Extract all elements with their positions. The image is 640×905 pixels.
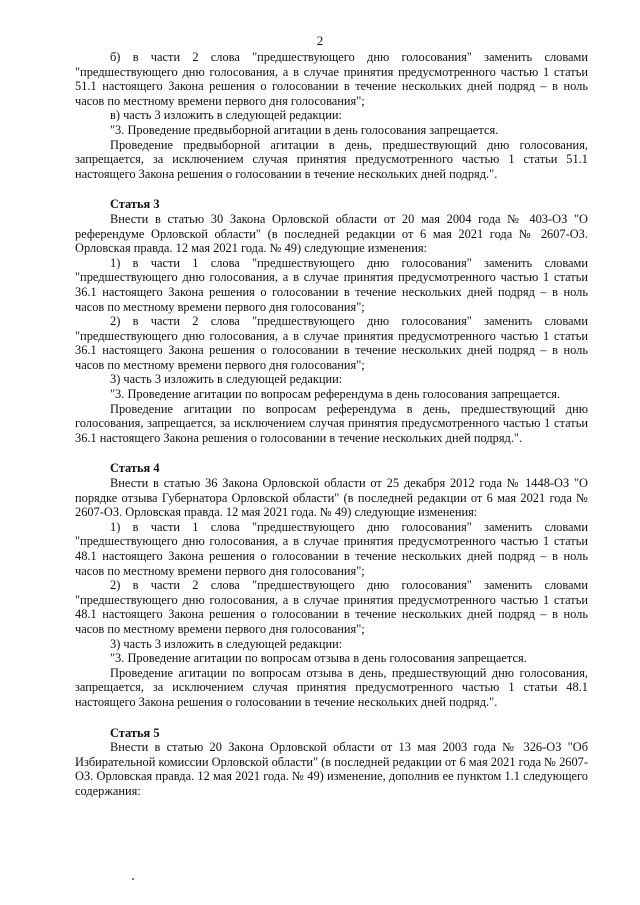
paragraph: "3. Проведение предвыборной агитации в день голосования запрещается. bbox=[110, 122, 499, 137]
section-spacer bbox=[75, 445, 588, 461]
paragraph: "3. Проведение агитации по вопросам отзыва в день голосования запрещается. bbox=[110, 651, 527, 666]
document-body bbox=[75, 50, 588, 799]
paragraph: Проведение агитации по вопросам референдума в день, предшествующий дню голосования, запрещается, за исключением случая принятия предусмотренного частью 1 статьи 36.1 настоящего Закона решения о голосовании в течение нескольких дней подряд.". bbox=[75, 401, 588, 445]
paragraph: Проведение предвыборной агитации в день, предшествующий дню голосования, запрещается, за исключением случая принятия предусмотренного частью 1 статьи 51.1 настоящего Закона решения о голосовании в течение нескольких дней подряд.". bbox=[75, 137, 588, 181]
paragraph: 1) в части 1 слова "предшествующего дню голосования" заменить словами "предшествующего дню голосования, а в случае принятия предусмотренного частью 1 статьи 48.1 настоящего Закона решения о голосовании в течение нескольких дней подряд – в ноль часов по местному времени первого дня голосования"; bbox=[75, 519, 588, 578]
section-spacer bbox=[75, 710, 588, 726]
paragraph: 3) часть 3 изложить в следующей редакции: bbox=[110, 372, 343, 387]
scan-speck bbox=[132, 878, 134, 880]
article-heading: Статья 4 bbox=[110, 461, 160, 476]
paragraph: 1) в части 1 слова "предшествующего дню голосования" заменить словами "предшествующего дню голосования, а в случае принятия предусмотренного частью 1 статьи 36.1 настоящего Закона решения о голосовании в течение нескольких дней подряд – в ноль часов по местному времени первого дня голосования"; bbox=[75, 255, 588, 314]
paragraph: Внести в статью 30 Закона Орловской области от 20 мая 2004 года № 403-ОЗ "О референдуме Орловской области" (в последней редакции от 6 мая 2021 года № 2607-ОЗ. Орловская правда. 12 мая 2021 года. № 49) следующие изменения: bbox=[75, 211, 588, 256]
paragraph: Внести в статью 20 Закона Орловской области от 13 мая 2003 года № 326-ОЗ "Об Избирательной комиссии Орловской области" (в последней редакции от 6 мая 2021 года № 2607-ОЗ. Орловская правда. 12 мая 2021 года. № 49) изменение, дополнив ее пунктом 1.1 следующего содержания: bbox=[75, 740, 589, 798]
page-number: 2 bbox=[316, 33, 324, 48]
paragraph: 3) часть 3 изложить в следующей редакции: bbox=[110, 636, 343, 651]
paragraph: 2) в части 2 слова "предшествующего дню голосования" заменить словами "предшествующего дню голосования, а в случае принятия предусмотренного частью 1 статьи 36.1 настоящего Закона решения о голосовании в течение нескольких дней подряд – в ноль часов по местному времени первого дня голосования"; bbox=[75, 314, 588, 372]
article-heading: Статья 5 bbox=[110, 725, 160, 740]
paragraph: Проведение агитации по вопросам отзыва в день, предшествующий дню голосования, запрещается, за исключением случая принятия предусмотренного частью 1 статьи 48.1 настоящего Закона решения о голосовании в течение нескольких дней подряд.". bbox=[75, 665, 588, 709]
paragraph: в) часть 3 изложить в следующей редакции: bbox=[110, 108, 342, 123]
paragraph: "3. Проведение агитации по вопросам референдума в день голосования запрещается. bbox=[110, 387, 561, 402]
paragraph: 2) в части 2 слова "предшествующего дню голосования" заменить словами "предшествующего дню голосования, а в случае принятия предусмотренного частью 1 статьи 48.1 настоящего Закона решения о голосовании в течение нескольких дней подряд – в ноль часов по местному времени первого дня голосования"; bbox=[75, 578, 588, 636]
paragraph: Внести в статью 36 Закона Орловской области от 25 декабря 2012 года № 1448-ОЗ "О порядке отзыва Губернатора Орловской области" (в последней редакции от 6 мая 2021 года № 2607-ОЗ. Орловская правда. 12 мая 2021 года. № 49) следующие изменения: bbox=[75, 476, 588, 520]
section-spacer bbox=[75, 181, 588, 197]
article-heading: Статья 3 bbox=[110, 197, 160, 212]
paragraph: б) в части 2 слова "предшествующего дню голосования" заменить словами "предшествующего дню голосования, а в случае принятия предусмотренного частью 1 статьи 51.1 настоящего Закона решения о голосовании в течение нескольких дней подряд – в ноль часов по местному времени первого дня голосования"; bbox=[75, 50, 588, 108]
